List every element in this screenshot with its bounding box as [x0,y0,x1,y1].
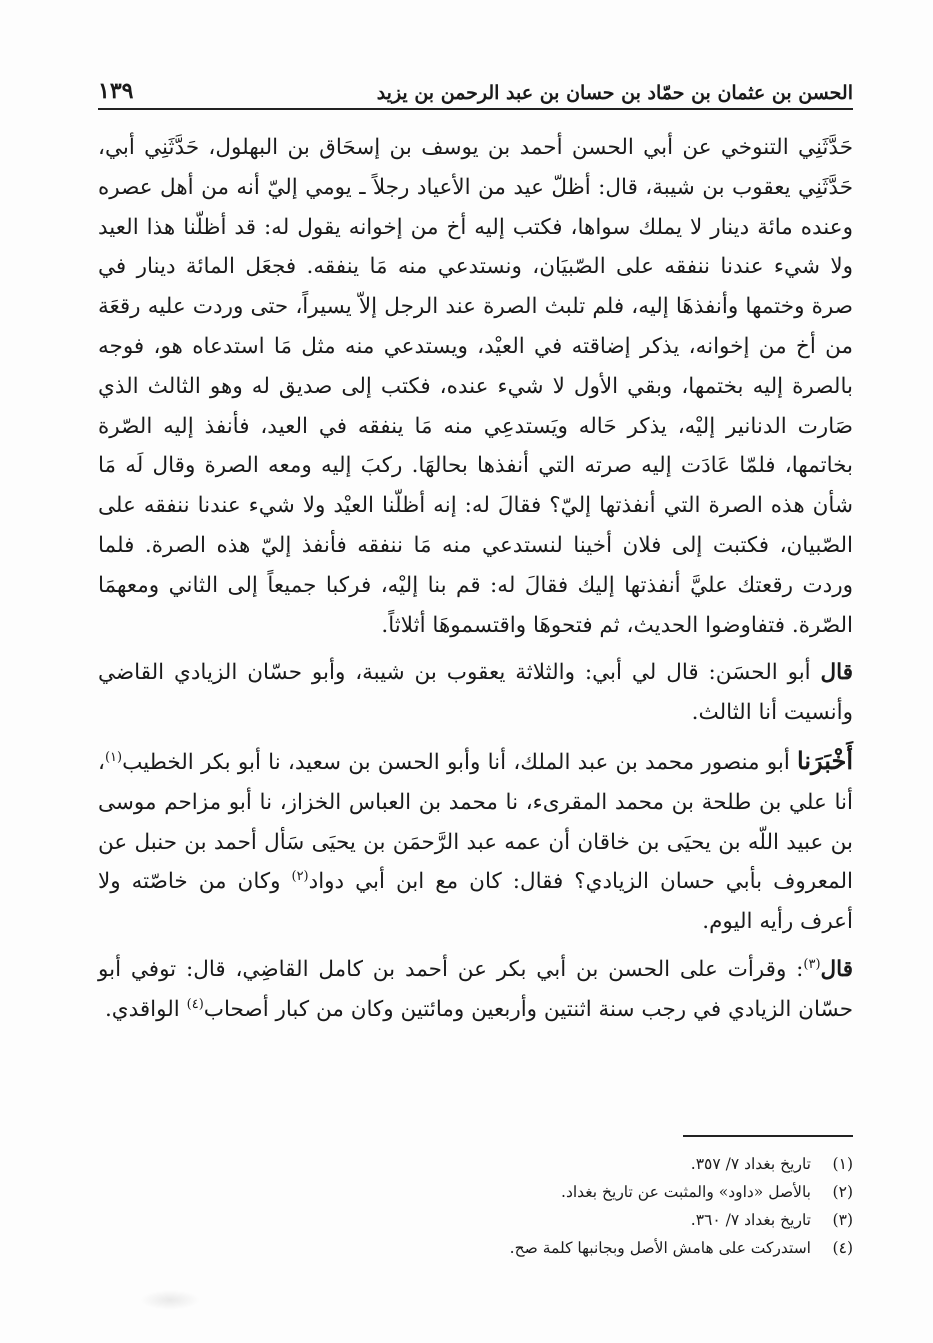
footnote-item [98,1178,853,1206]
paragraph-4-text-1: : وقرأت على الحسن بن أبي بكر عن أحمد بن كامل القاضِي، قال: توفي أبو حسّان الزيادي في رجب سنة اثنتين وأربعين ومائتين وكان من كبار أصحاب [98,956,853,1022]
running-head [98,64,853,110]
paragraph-1 [98,128,853,645]
footnote-text: بالأصل «داود» والمثبت عن تاريخ بغداد. [561,1183,811,1201]
footnote-number: (١) [832,1155,853,1173]
paragraph-3 [98,741,853,942]
paragraph-3-text-2: ، أنا علي بن طلحة بن محمد المقرىء، نا محمد بن العباس الخزاز، نا أبو مزاحم موسى بن عبيد اللّه بن يحيَى بن خاقان أن عمه عبد الرَّحمَن بن يحيَى سَأل أحمد بن حنبل عن المعروف بأبي حسان الزيادي؟ فقال: كان مع ابن أبي دواد [98,749,853,895]
footnote-ref-4[interactable]: (٤) [186,996,204,1012]
body-text [98,128,853,1036]
footnote-ref-1[interactable]: (١) [104,749,123,765]
footnote-item [98,1150,853,1178]
paragraph-4-text-2: الواقدي. [104,996,187,1022]
paragraph-3-text-1: أبو منصور محمد بن عبد الملك، أنا وأبو الحسن بن سعيد، نا أبو بكر الخطيب [122,749,798,775]
paragraph-4 [98,950,853,1030]
paragraph-1-text: حَدَّثَنِي التنوخي عن أبي الحسن أحمد بن يوسف بن إسحَاق بن البهلول، حَدَّثَنِي أبي، حَدَّثَنِي يعقوب بن شيبة، قال: أظلّ عيد من الأعياد رجلاً ـ يومي إليّ أنه من أهل عصره وعنده مائة دينار لا يملك سواها، فكتب إليه أخ من إخوانه يقول له: قد أظلّنا هذا العيد ولا شيء عندنا ننفقه على الصّبيَان، ونستدعي منه مَا ينفقه. فجعَل المائة دينار في صرة وختمها وأنفذهَا إليه، فلم تلبث الصرة عند الرجل إلاّ يسيراً، حتى وردت عليه رقعَة من أخ من إخوانه، يذكر إضاقته في العيْد، ويستدعي منه مثل مَا استدعاه هو، فوجه بالصرة إليه بختمها، وبقي الأول لا شيء عنده، فكتب إلى صديق له وهو الثالث الذي صَارت الدنانير إليْه، يذكر حَاله ويَستدعِي منه مَا ينفقه في العيد، فأنفذ إليه الصّرة بخاتمها، فلمّا عَادَت إليه صرته التي أنفذها بحالهَا. ركبَ إليه ومعه الصرة وقال لَه مَا شأن هذه الصرة التي أنفذتها إليّ؟ فقالَ له: إنه أظلّنا العيْد ولا شيء عندنا ننفقه على الصّبيان، فكتبت إلى فلان أخينا لنستدعي منه مَا ننفقه فأنفذ إليّ هذه الصرة. فلما وردت رقعتك عليَّ أنفذتها إليك فقالَ له: قم بنا إليْه، فركبا جميعاً إلى الثاني ومعهمَا الصّرة. فتفاوضوا الحديث، ثم فتحوهَا واقتسموهَا أثلاثاً. [98,135,853,638]
footnote-item [98,1206,853,1234]
footnote-divider [683,1135,853,1137]
footnote-ref-2[interactable]: (٢) [291,869,309,885]
footnote-ref-3[interactable]: (٣) [803,956,821,972]
paragraph-3-text-3: وكان من خاصّته ولا أعرف رأيه اليوم. [98,869,853,935]
paragraph-2-text: أبو الحسَن: قال لي أبي: والثلاثة يعقوب بن شيبة، وأبو حسّان الزيادي القاضي وأنسيت أنا الثالث. [98,660,853,726]
paragraph-4-lead: قال [820,956,853,982]
paragraph-2-lead: قال [820,660,853,686]
paragraph-3-lead: أَخْبَرَنا [797,745,853,775]
scan-smudge [140,1290,200,1310]
page-number: ١٣٩ [98,78,134,104]
footnote-number: (٢) [832,1183,853,1201]
footnote-text: تاريخ بغداد ٧/ ٣٦٠. [690,1211,811,1229]
footnotes-list [98,1150,853,1262]
footnote-text: تاريخ بغداد ٧/ ٣٥٧. [690,1155,811,1173]
paragraph-2 [98,653,853,733]
running-title: الحسن بن عثمان بن حمّاد بن حسان بن عبد الرحمن بن يزيد [376,82,853,104]
footnote-item [98,1234,853,1262]
footnote-number: (٤) [832,1239,853,1257]
footnote-text: استدركت على هامش الأصل وبجانبها كلمة صح. [509,1239,811,1257]
footnote-number: (٣) [832,1211,853,1229]
